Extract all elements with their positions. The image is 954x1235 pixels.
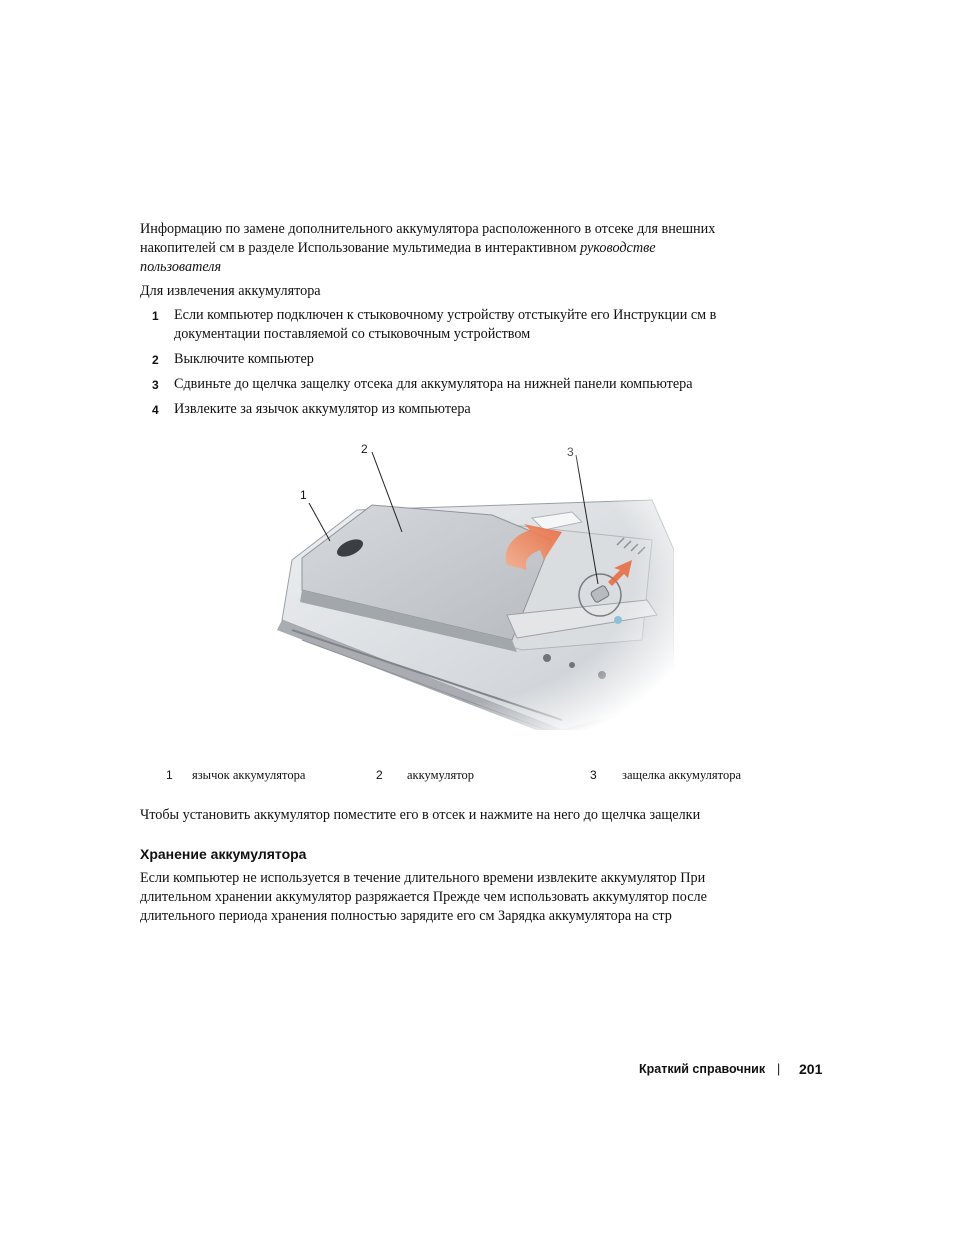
intro-line-2: накопителей см в разделе Использование мультимедиа в интерактивном руководстве (140, 240, 656, 256)
step-number: 4 (152, 403, 159, 417)
footer-title: Краткий справочник (639, 1062, 766, 1076)
legend-number: 3 (590, 768, 597, 782)
legend-label: аккумулятор (407, 768, 474, 782)
legend-number: 1 (166, 768, 173, 782)
step-number: 1 (152, 309, 159, 323)
step-text: Если компьютер подключен к стыковочному устройству отстыкуйте его Инструкции см в (174, 307, 717, 323)
step-text: документации поставляемой со стыковочным устройством (174, 326, 531, 342)
storage-line-3: длительного периода хранения полностью зарядите его см Зарядка аккумулятора на стр (140, 908, 672, 924)
step-text: Сдвиньте до щелчка защелку отсека для аккумулятора на нижней панели компьютера (174, 376, 693, 392)
removal-lead: Для извлечения аккумулятора (140, 283, 321, 299)
step-text: Извлеките за язычок аккумулятор из компьютера (174, 401, 471, 417)
legend-item-2 (376, 768, 474, 783)
legend-label: защелка аккумулятора (622, 768, 742, 782)
intro-line-1: Информацию по замене дополнительного аккумулятора расположенного в отсеке для внешних (140, 221, 716, 237)
storage-line-2: длительном хранении аккумулятор разряжается Прежде чем использовать аккумулятор после (140, 889, 707, 905)
intro-line-3: пользователя (140, 259, 222, 275)
footer-separator: | (777, 1062, 781, 1076)
legend-label: язычок аккумулятора (192, 768, 306, 782)
storage-paragraph (140, 869, 790, 926)
user-guide-link-text: руководстве (580, 240, 656, 256)
section-heading: Хранение аккумулятора (140, 846, 307, 862)
intro-paragraph (140, 220, 790, 277)
storage-line-1: Если компьютер не используется в течение длительного времени извлеките аккумулятор При (140, 870, 706, 886)
step-number: 3 (152, 378, 159, 392)
step-number: 2 (152, 353, 159, 367)
legend-item-1 (166, 768, 306, 783)
page-number: 201 (799, 1061, 823, 1077)
battery-removal-illustration (262, 440, 674, 730)
legend-item-3 (590, 768, 742, 783)
legend-number: 2 (376, 768, 383, 782)
install-paragraph: Чтобы установить аккумулятор поместите его в отсек и нажмите на него до щелчка защелки (140, 807, 701, 823)
step-text: Выключите компьютер (174, 351, 314, 367)
